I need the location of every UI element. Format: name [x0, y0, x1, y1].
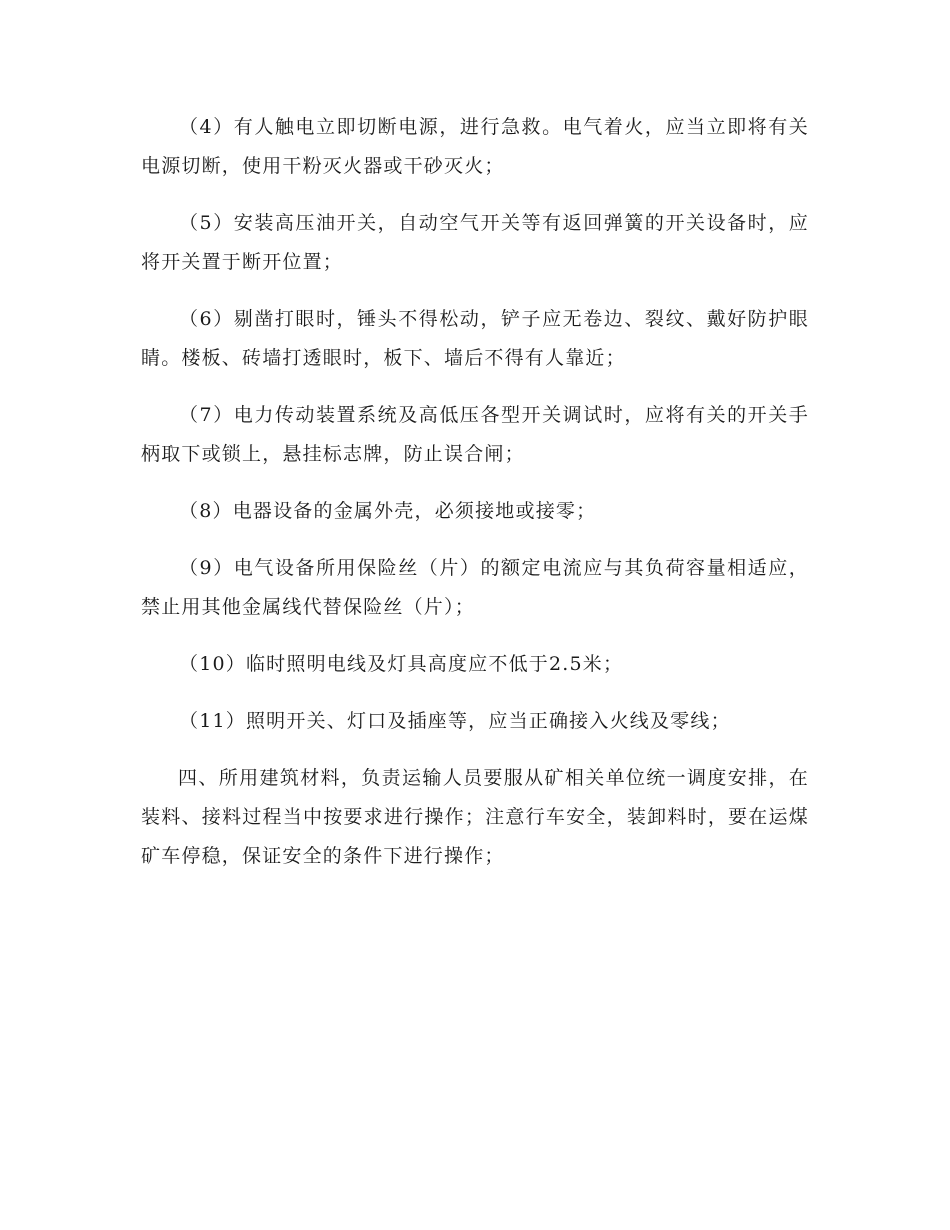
paragraph-item-9: （9）电气设备所用保险丝（片）的额定电流应与其负荷容量相适应，禁止用其他金属线代替保险丝（片）；: [141, 557, 809, 618]
paragraph-item-5: （5）安装高压油开关，自动空气开关等有返回弹簧的开关设备时，应将开关置于断开位置；: [141, 212, 809, 273]
paragraph-item-6: （6）剔凿打眼时，锤头不得松动，铲子应无卷边、裂纹、戴好防护眼睛。楼板、砖墙打透眼时，板下、墙后不得有人靠近；: [141, 308, 809, 369]
section-four-paragraph: 四、所用建筑材料，负责运输人员要服从矿相关单位统一调度安排，在装料、接料过程当中按要求进行操作；注意行车安全，装卸料时，要在运煤矿车停稳，保证安全的条件下进行操作；: [141, 767, 809, 867]
paragraph-item-11: （11）照明开关、灯口及插座等，应当正确接入火线及零线；: [179, 710, 731, 732]
document-body: [141, 108, 809, 894]
paragraph-item-7: （7）电力传动装置系统及高低压各型开关调试时，应将有关的开关手柄取下或锁上，悬挂标志牌，防止误合闸；: [141, 404, 809, 465]
paragraph-item-8: （8）电器设备的金属外壳，必须接地或接零；: [179, 500, 597, 522]
paragraph-item-10: （10）临时照明电线及灯具高度应不低于2.5米；: [179, 653, 624, 675]
paragraph-item-4: （4）有人触电立即切断电源，进行急救。电气着火，应当立即将有关电源切断，使用干粉灭火器或干砂灭火；: [141, 116, 809, 177]
